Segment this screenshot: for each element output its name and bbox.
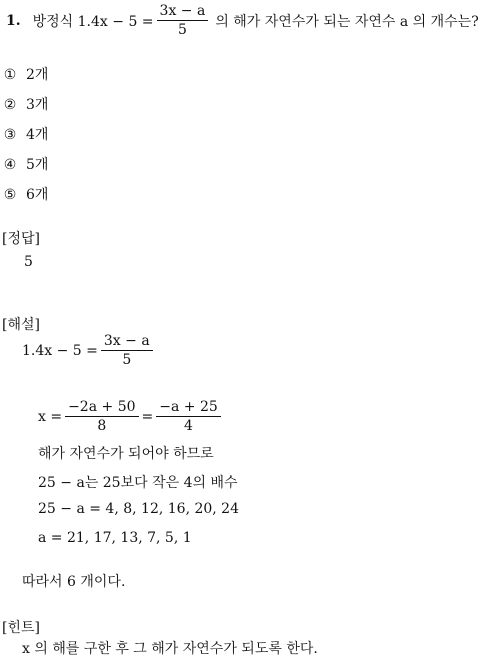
eq2-numerator-1: −2a + 50: [68, 399, 136, 415]
choice-3[interactable]: [2, 124, 48, 144]
choice-text: 5개: [26, 157, 49, 173]
choice-5[interactable]: [2, 184, 48, 204]
choice-text: 4개: [26, 127, 49, 143]
question-suffix: 의 해가 자연수가 되는 자연수 a 의 개수는?: [215, 13, 479, 30]
answer-label: [정답]: [2, 231, 40, 247]
eq1-denominator: 5: [122, 352, 132, 368]
hint-label: [힌트]: [2, 620, 40, 636]
question-fraction-numerator: 3x − a: [159, 3, 206, 19]
solution-line-6: a = 21, 17, 13, 7, 5, 1: [38, 530, 192, 546]
choice-text: 6개: [26, 187, 49, 203]
solution-label: [해설]: [2, 317, 40, 333]
choice-text: 2개: [26, 67, 49, 83]
eq2-denominator-1: 8: [97, 418, 107, 434]
eq2-left: x =: [38, 408, 63, 425]
solution-conclusion: 따라서 6 개이다.: [22, 574, 126, 590]
hint-text: x 의 해를 구한 후 그 해가 자연수가 되도록 한다.: [22, 641, 318, 657]
eq2-numerator-2: −a + 25: [159, 399, 218, 415]
question: [6, 2, 479, 39]
question-fraction: [157, 2, 209, 39]
choice-4[interactable]: [2, 154, 48, 174]
eq2-equals: =: [141, 408, 154, 425]
eq2-fraction-1: [65, 398, 138, 435]
solution-line-4: 25 − a는 25보다 작은 4의 배수: [38, 475, 238, 491]
question-fraction-denominator: 5: [177, 22, 187, 38]
solution-equation-2: [38, 398, 224, 435]
choice-mark: ②: [3, 97, 17, 113]
question-prefix: 방정식 1.4x − 5 =: [32, 13, 154, 30]
choice-mark: ⑤: [3, 187, 17, 203]
choice-mark: ①: [3, 67, 17, 83]
eq2-fraction-2: [156, 398, 221, 435]
eq1-left: 1.4x − 5 =: [22, 342, 98, 359]
choice-1[interactable]: [2, 64, 48, 84]
choice-mark: ④: [3, 157, 17, 173]
choice-2[interactable]: [2, 94, 48, 114]
solution-equation-1: [22, 332, 156, 369]
solution-line-5: 25 − a = 4, 8, 12, 16, 20, 24: [38, 501, 239, 517]
eq1-fraction: [101, 332, 153, 369]
answer-value: 5: [24, 254, 33, 270]
eq2-denominator-2: 4: [184, 418, 193, 434]
choice-text: 3개: [26, 97, 49, 113]
choice-mark: ③: [3, 127, 17, 143]
question-number: 1.: [6, 12, 21, 29]
solution-line-3: 해가 자연수가 되어야 하므로: [38, 446, 214, 462]
eq1-numerator: 3x − a: [103, 333, 150, 349]
